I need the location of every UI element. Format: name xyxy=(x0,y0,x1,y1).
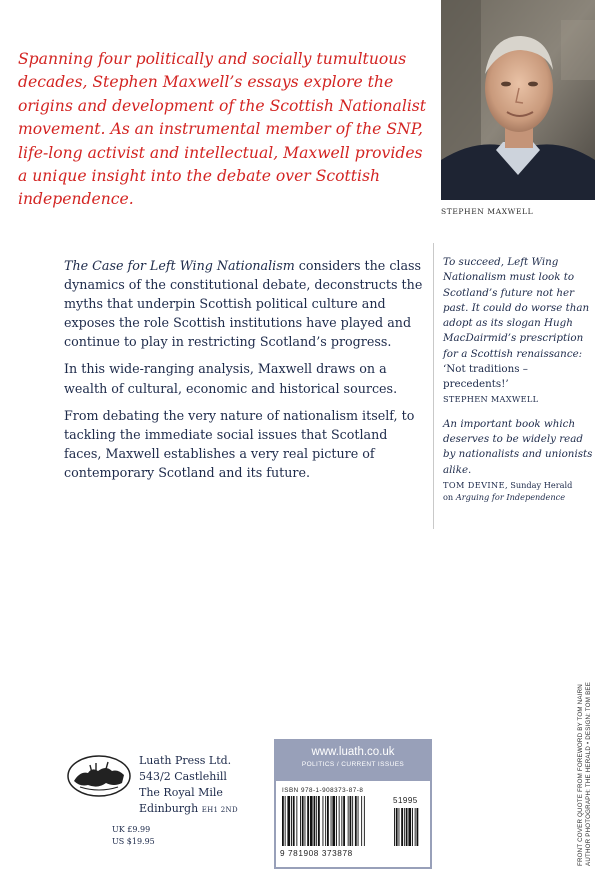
author-portrait-image xyxy=(441,0,595,200)
maxwell-quote: To succeed, Left Wing Nationalism must look to Scotland’s future not her past. It could do worse than adopt as its slogan Hugh MacDairmid’s prescription for a Scottish renaissance: xyxy=(443,256,590,360)
maxwell-quote-end: ‘Not traditions – precedents!’ xyxy=(443,363,528,391)
credits-line-2: AUTHOR PHOTOGRAPH: THE HERALD • DESIGN: TOM BEE xyxy=(585,681,593,866)
maxwell-attribution: STEPHEN MAXWELL xyxy=(443,393,539,404)
publisher-postcode: EH1 2ND xyxy=(201,806,238,814)
book-title-inline: The Case for Left Wing Nationalism xyxy=(64,258,295,273)
barcode-addon-number: 51995 xyxy=(393,796,418,805)
luath-logo-icon xyxy=(66,753,132,799)
description-body xyxy=(64,256,428,490)
barcode-digits: 9 781908 373878 xyxy=(280,849,353,858)
description-paragraph-2: In this wide-ranging analysis, Maxwell draws on a wealth of cultural, economic and historical sources. xyxy=(64,361,398,396)
description-paragraph-3: From debating the very nature of nationalism itself, to tackling the immediate social issues that Scotland faces, Maxwell establishes a very real picture of contemporary Scotland and its future. xyxy=(64,407,415,480)
devine-on: on xyxy=(443,492,456,503)
devine-paper: , Sunday Herald xyxy=(505,479,573,490)
book-category: POLITICS / CURRENT ISSUES xyxy=(301,761,405,768)
devine-quote: An important book which deserves to be widely read by nationalists and unionists alike. xyxy=(443,417,593,476)
publisher-name: Luath Press Ltd. xyxy=(139,754,232,767)
price-us: US $19.95 xyxy=(112,836,155,846)
prices xyxy=(112,824,155,847)
price-uk: UK £9.99 xyxy=(112,825,151,834)
author-photo xyxy=(441,0,595,200)
devine-book: Arguing for Independence xyxy=(455,492,566,503)
devine-name: TOM DEVINE xyxy=(443,479,505,490)
column-divider xyxy=(433,243,434,529)
publisher-address xyxy=(139,753,238,818)
cover-blurb: Spanning four politically and socially tumultuous decades, Stephen Maxwell’s essays explore the origins and development of the Scottish Nationalist movement. As an instrumental member of the SNP, life-long activist and intellectual, Maxwell provides a unique insight into the debate over Scottish independence. xyxy=(18,50,427,209)
publisher-street: 543/2 Castlehill xyxy=(139,770,227,783)
publisher-city: Edinburgh xyxy=(139,802,199,815)
publisher-website: www.luath.co.uk xyxy=(311,746,395,758)
publisher-city-line xyxy=(139,801,238,818)
barcode-header xyxy=(276,741,430,781)
devine-attribution xyxy=(443,479,593,504)
description-paragraph-1-text: considers the class dynamics of the constitutional debate, deconstructs the myths that underpin Scottish political culture and exposes the role Scottish institutions have played and continue to play in restricting Scotland’s progress. xyxy=(64,258,423,350)
isbn-text: ISBN 978-1-908373-87-8 xyxy=(282,787,364,794)
cover-credits xyxy=(577,682,593,866)
publisher-area: The Royal Mile xyxy=(139,786,223,799)
quotes-sidebar xyxy=(443,255,593,504)
photo-caption: STEPHEN MAXWELL xyxy=(441,207,534,216)
credits-line-1: FRONT COVER QUOTE FROM FOREWORD BY TOM NAIRN xyxy=(577,684,584,866)
barcode-panel xyxy=(274,739,432,869)
description-paragraph-1 xyxy=(64,256,428,351)
